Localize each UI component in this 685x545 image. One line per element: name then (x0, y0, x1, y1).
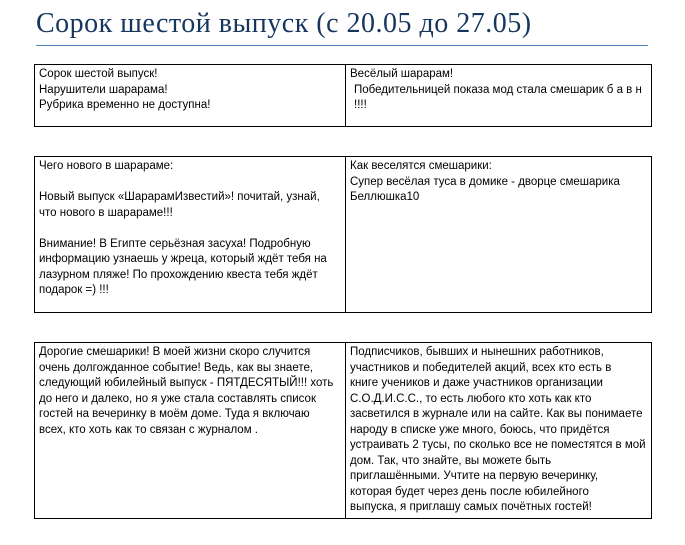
news-box-1 (34, 64, 652, 127)
box1-right-text: Победительницей показа мод стала смешарик б а в н !!!! (354, 83, 642, 111)
box3-right-line: книге учеников и даже участников организации (350, 377, 603, 389)
box3-left-line: до него и далеко, но я уже стала составлять список (39, 392, 316, 405)
box2-left-line: Внимание! В Египте серьёзная засуха! Подробную (39, 237, 311, 250)
box2-left-line: Новый выпуск «ШарарамИзвестий»! почитай, узнай, (39, 191, 320, 203)
box3-right-line: дом. Так, что знайте, вы можете быть (350, 454, 552, 467)
box3-right-cell (346, 343, 652, 519)
box3-left-line: гостей на вечеринку в моём доме. Туда я включаю (39, 408, 310, 420)
box3-right-line: засветился в журнале или на сайте. Как вы понимаете (350, 408, 643, 420)
box3-left-line: очень долгожданное событие! Ведь, как вы знаете, (39, 361, 314, 374)
box2-left-line: подарок =) !!! (39, 284, 109, 296)
page-title: Сорок шестой выпуск (с 20.05 до 27.05) (36, 8, 532, 39)
box3-right-line: выпуска, я приглашу самых почётных гостей! (350, 501, 592, 513)
box3-right-line: устраивать 2 тусы, по сколько все не поместятся в мой (350, 439, 646, 451)
box3-right-line: Подписчиков, бывших и нынешних работников, (350, 346, 604, 358)
box3-left-line: Дорогие смешарики! В моей жизни скоро случится (39, 346, 311, 358)
news-box-3 (34, 342, 652, 519)
box2-left-cell (35, 157, 346, 313)
box2-left-line: что нового в шарараме!!! (39, 206, 173, 219)
box3-left-cell (35, 343, 346, 519)
box1-left-line: Нарушители шарарама! (39, 83, 168, 96)
box3-right-line: приглашёнными. Учтите на первую вечеринку, (350, 470, 599, 482)
box3-right-line: участников и победителей акций, всех кто есть в (350, 361, 612, 374)
box2-left-line: информацию узнаешь у жреца, который ждёт тебя на (39, 253, 327, 265)
box1-left-line: Сорок шестой выпуск! (39, 68, 158, 80)
title-underline (36, 45, 648, 46)
box3-right-line: народу в списке уже много, боюсь, что придётся (350, 423, 610, 436)
box2-right-line: Супер весёлая туса в домике - дворце смешарика (350, 175, 620, 188)
box1-left-cell (35, 65, 346, 127)
box2-left-heading: Чего нового в шарараме: (39, 160, 174, 172)
box2-right-cell (346, 157, 652, 313)
box1-right-heading: Весёлый шарарам! (350, 68, 454, 80)
box2-right-heading: Как веселятся смешарики: (350, 160, 492, 172)
box3-right-line: С.О.Д.И.С.С., то есть любого кто хоть как кто (350, 392, 592, 405)
box3-left-line: следующий юбилейный выпуск - ПЯТДЕСЯТЫЙ!!! хоть (39, 377, 334, 389)
box2-right-line: Беллюшка10 (350, 191, 420, 203)
box3-left-line: всех, кто хоть как то связан с журналом . (39, 423, 258, 436)
box1-right-cell (346, 65, 652, 127)
box2-left-line: лазурном пляже! По прохождению квеста тебя ждёт (39, 268, 318, 281)
news-box-2 (34, 156, 652, 313)
box1-left-line: Рубрика временно не доступна! (39, 99, 211, 111)
box3-right-line: которая будет через день после юбилейного (350, 485, 589, 498)
